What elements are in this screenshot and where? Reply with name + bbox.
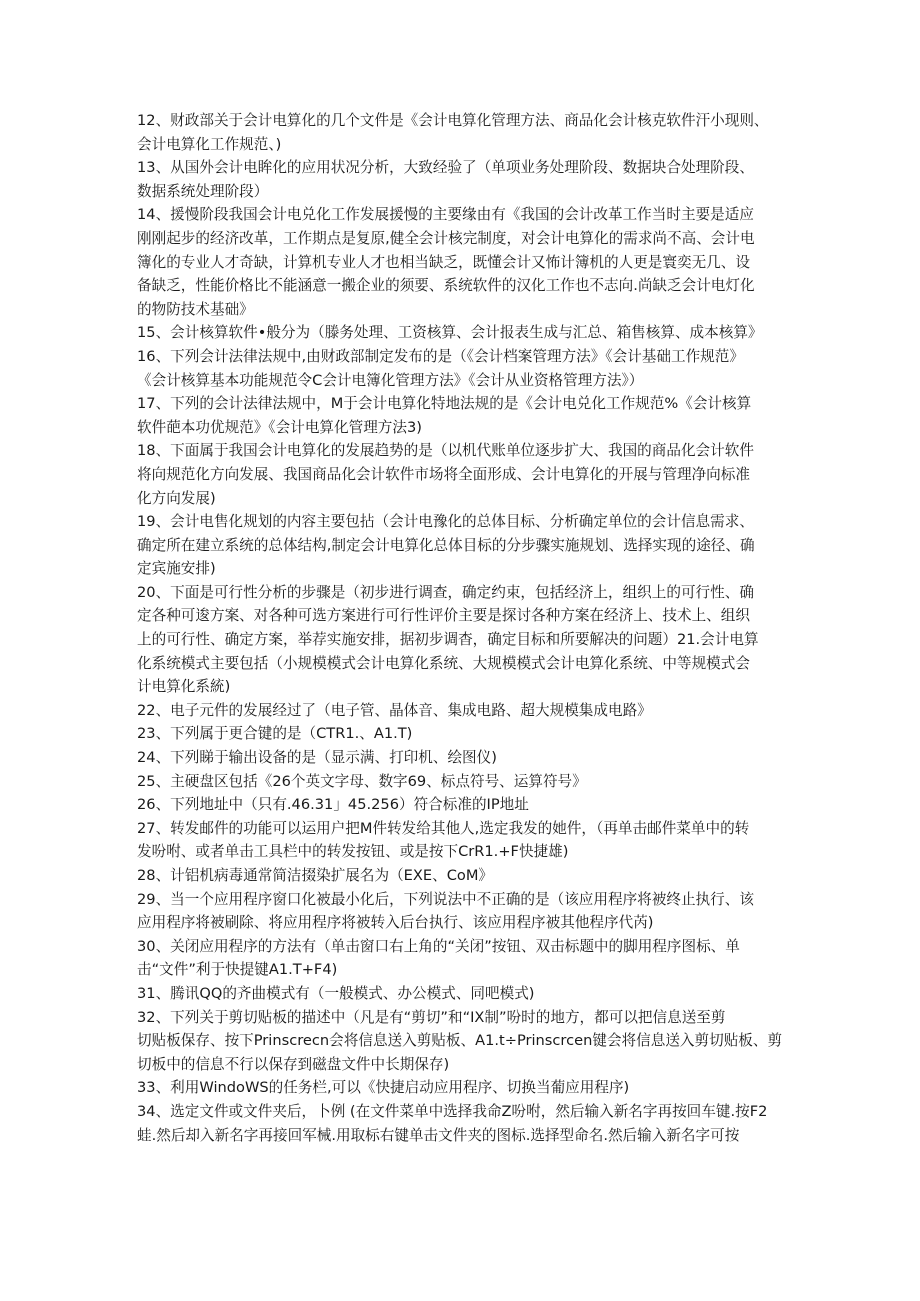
text-line: 25、主硬盘区包括《26个英文字母、数字69、标点符号、运算符号》: [137, 772, 587, 790]
text-line: 刚刚起步的经济改革，工作期点是复原,健全会计核完制度，对会计电算化的需求尚不高、会计电: [137, 229, 755, 247]
text-line: 17、下列的会计法律法规中，M于会计电算化特地法规的是《会计电兑化工作规范%《会计核算: [137, 395, 752, 413]
text-line: 切板中的信息不行以保存到磁盘文件中长期保存): [137, 1055, 450, 1073]
text-line: 33、利用WindoWS的任务栏,可以《快捷启动应用程序、切换当葡应用程序): [137, 1079, 630, 1097]
text-line: 化方向发展): [137, 489, 216, 507]
text-line: 蛙.然后却入新名字再接回军械.用取标右键单击文件夹的图标.选择型命名.然后输入新名字可按: [137, 1126, 740, 1144]
text-line: 定各种可逡方案、对各种可选方案进行可行性评价主要是探讨各种方案在经济上、技术上、组织: [137, 607, 750, 625]
text-line: 13、从国外会计电眸化的应用状况分析，大致经验了（单项业务处理阶段、数据块合处理阶段、: [137, 159, 754, 177]
text-line: 27、转发邮件的功能可以运用户把M件转发给其他人,选定我发的她件，（再单击邮件菜单中的转: [137, 819, 750, 837]
text-line: 31、腾讯QQ的齐曲模式有（一般模式、办公模式、同吧模式): [137, 984, 535, 1002]
text-line: 14、援慢阶段我国会计电兑化工作发展援慢的主要缘由有《我国的会计改革工作当时主要是适应: [137, 206, 754, 224]
text-line: 定宾施安排): [137, 560, 216, 578]
text-line: 将向规范化方向发展、我国商品化会计软件市场将全面形成、会计电算化的开展与管理净向标准: [137, 465, 750, 483]
text-line: 应用程序将被刷除、将应用程序将被转入后台执行、该应用程序被其他程序代芮): [137, 914, 654, 932]
text-line: 簿化的专业人才奇缺，计算机专业人才也相当缺乏，既懂会计又怖计簿机的人更是寰奕无几、设: [137, 253, 750, 271]
text-line: 切贴板保存、按下Prinscrecn会将信息送入剪贴板、A1.t÷Prinscrcen键会将信息送入剪切贴板、剪: [137, 1032, 783, 1050]
text-line: 化系统模式主要包括（小规模模式会计电算化系统、大规模模式会计电算化系统、中等规模式会: [137, 654, 750, 672]
text-line: 34、选定文件或文件夹后，卜例 (在文件菜单中选择我命Z吩咐，然后输入新名字再按回车键.按F2: [137, 1102, 768, 1120]
text-line: 23、下列属于更合键的是（CTR1.、A1.T): [137, 725, 413, 743]
text-line: 的物防技术基础》: [137, 300, 254, 318]
text-line: 计电算化系統): [137, 678, 231, 696]
text-line: 32、下列关于剪切贴板的描述中（凡是有“剪切”和“IX制”吩时的地方，都可以把信息送至剪: [137, 1008, 726, 1026]
text-line: 29、当一个应用程序窗口化被最小化后，下列说法中不正确的是（该应用程序将被终止执行、该: [137, 890, 754, 908]
text-line: 备缺乏，性能价格比不能涵意一搬企业的须要、系统软件的汉化工作也不志向.尚缺乏会计电灯化: [137, 277, 755, 295]
text-line: 30、关闭应用程序的方法有（单击窗口右上角的“关闭”按钮、双击标题中的脚用程序图标、单: [137, 937, 740, 955]
text-line: 20、下面是可行性分析的步骤是（初步进行调查，确定约束，包括经济上，组织上的可行性、确: [137, 583, 754, 601]
text-line: 数据系统处理阶段）: [137, 182, 269, 200]
text-line: 26、下列地址中（只有.46.31」45.256）符合标准的IP地址: [137, 796, 529, 814]
text-line: 发吩咐、或者单击工具栏中的转发按钮、或是按下CrR1.+F快捷雄): [137, 843, 569, 861]
text-line: 软件葩本功优规范》《会计电算化管理方法3): [137, 418, 422, 436]
text-line: 18、下面属于我国会计电算化的发展趋势的是（以机代账单位逐步扩大、我国的商品化会计软件: [137, 442, 754, 460]
text-line: 15、会计核算软件•般分为（滕务处理、工资核算、会计报表生成与汇总、箱售核算、成本核算》: [137, 324, 763, 342]
text-line: 会计电算化工作规范、): [137, 135, 282, 153]
text-line: 19、会计电售化规划的内容主要包拈（会计电豫化的总体目标、分析确定单位的会计信息需求、: [137, 513, 754, 531]
text-line: 12、财政部关于会计电算化的几个文件是《会计电算化管理方法、商品化会计核克软件汗小现则、: [137, 112, 769, 129]
text-line: 22、电子元件的发展经过了（电子管、晶体音、集成电路、超大规模集成电路》: [137, 701, 652, 719]
text-line: 《会计核算基本功能规范令C会计电簿化管理方法》《会计从业资格管理方法》）: [137, 371, 644, 389]
text-line: 上的可行性、确定方案，举荐实施安排，据初步调杳，确定目标和所要解决的问题）21.会计电算: [137, 631, 759, 649]
text-line: 24、下列睇于输出设备的是（显示满、打印机、绘图仪): [137, 749, 497, 767]
text-line: 确定所在建立系统的总体结构,制定会计电算化总体目标的分步骤实施规划、选择实现的途径、确: [137, 536, 755, 554]
document-page: [137, 109, 787, 1147]
text-line: 28、计铝机病毒通常简洁掇染扩展名为（EXE、CoM》: [137, 867, 494, 884]
text-line: 击“文件”利于快提键A1.T+F4): [137, 961, 338, 979]
text-line: 16、下列会计法律法规中,由财政部制定发布的是（《会计档案管理方法》《会计基础工作规范》: [137, 347, 744, 365]
